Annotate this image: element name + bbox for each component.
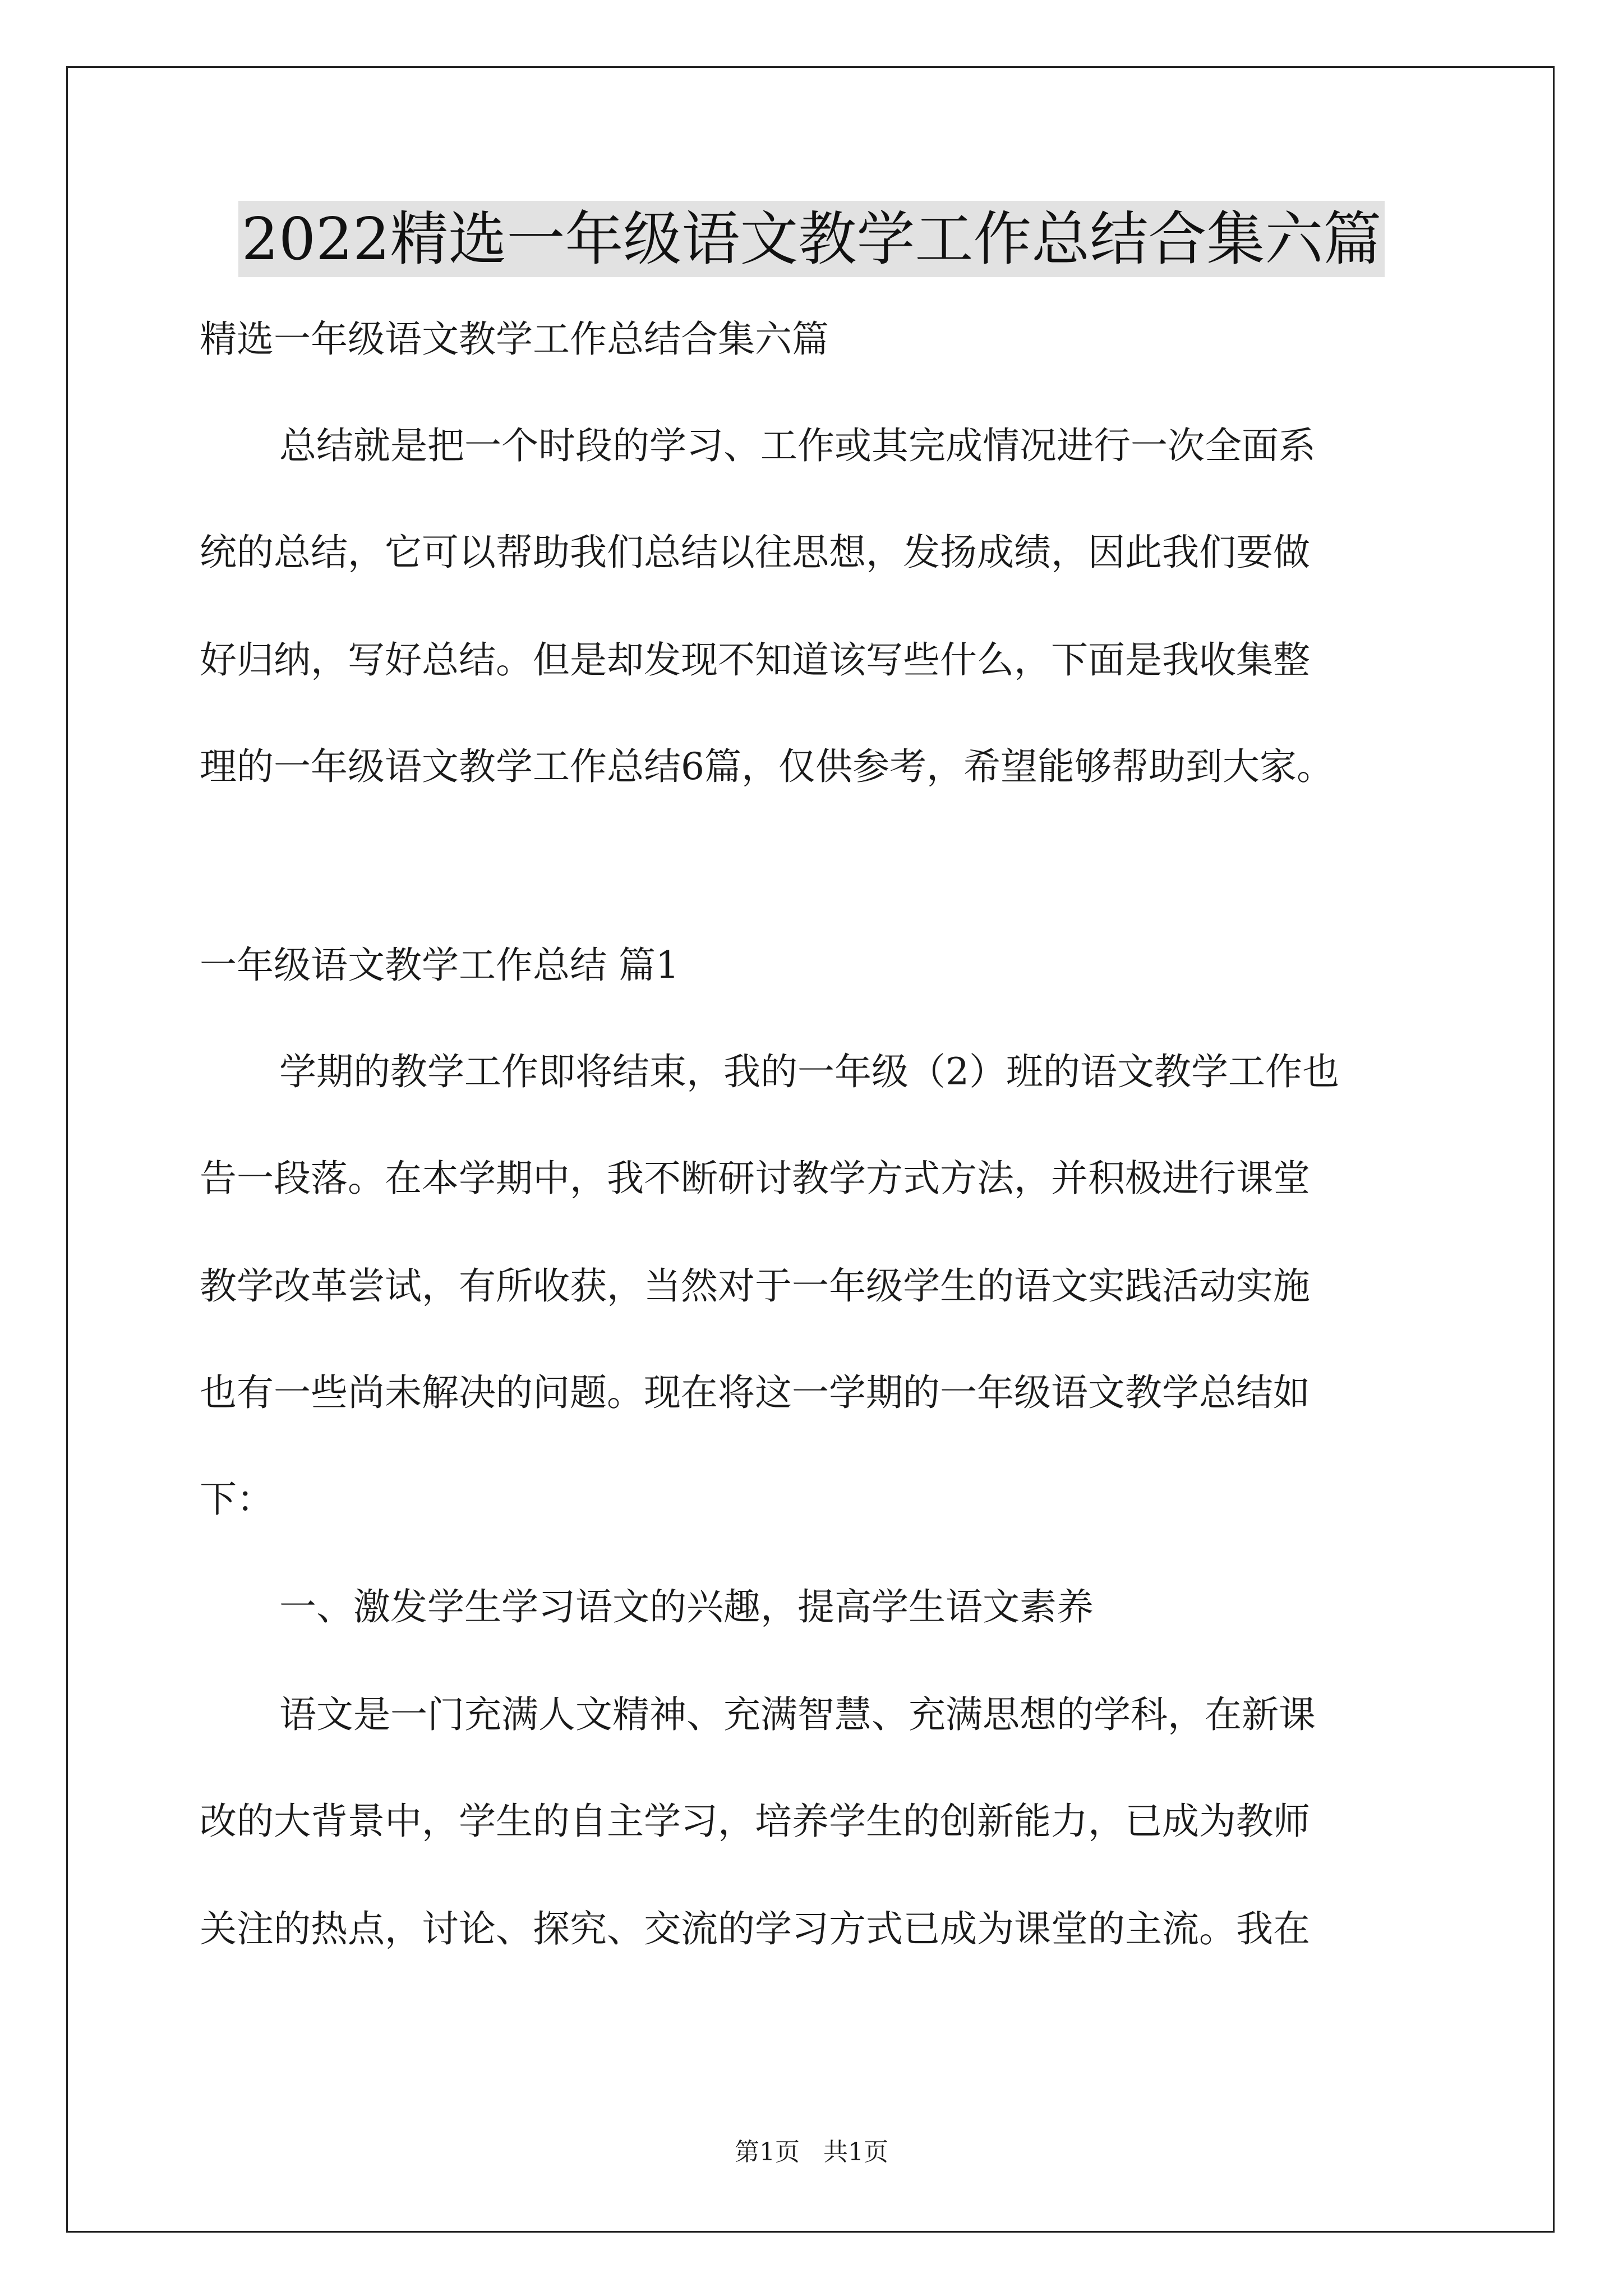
intro-line-1: 总结就是把一个时段的学习、工作或其完成情况进行一次全面系 [279, 424, 1316, 467]
intro-line-4: 理的一年级语文教学工作总结6篇，仅供参考，希望能够帮助到大家。 [200, 745, 1334, 788]
para1-line-2: 告一段落。在本学期中，我不断研讨教学方式方法，并积极进行课堂 [200, 1157, 1310, 1200]
para1-line-1: 学期的教学工作即将结束，我的一年级（2）班的语文教学工作也 [279, 1050, 1339, 1093]
intro-line-2: 统的总结，它可以帮助我们总结以往思想，发扬成绩，因此我们要做 [200, 531, 1310, 574]
para1-line-4: 也有一些尚未解决的问题。现在将这一学期的一年级语文教学总结如 [200, 1371, 1310, 1414]
page-number: 第1页 [735, 2138, 800, 2166]
page-footer [0, 2132, 1623, 2168]
page-total: 共1页 [823, 2138, 888, 2166]
para1-line-3: 教学改革尝试，有所收获，当然对于一年级学生的语文实践活动实施 [200, 1264, 1310, 1308]
document-title: 2022精选一年级语文教学工作总结合集六篇 [238, 201, 1385, 277]
para2-line-2: 改的大背景中，学生的自主学习，培养学生的创新能力，已成为教师 [200, 1800, 1310, 1843]
para1-line-5: 下： [200, 1478, 274, 1521]
section-heading: 一年级语文教学工作总结 篇1 [200, 944, 679, 987]
point-heading: 一、激发学生学习语文的兴趣，提高学生语文素养 [279, 1585, 1094, 1628]
title-container [0, 201, 1623, 277]
subtitle-line: 精选一年级语文教学工作总结合集六篇 [200, 318, 829, 361]
para2-line-1: 语文是一门充满人文精神、充满智慧、充满思想的学科，在新课 [279, 1693, 1316, 1736]
intro-line-3: 好归纳，写好总结。但是却发现不知道该写些什么，下面是我收集整 [200, 638, 1310, 682]
para2-line-3: 关注的热点，讨论、探究、交流的学习方式已成为课堂的主流。我在 [200, 1907, 1310, 1950]
